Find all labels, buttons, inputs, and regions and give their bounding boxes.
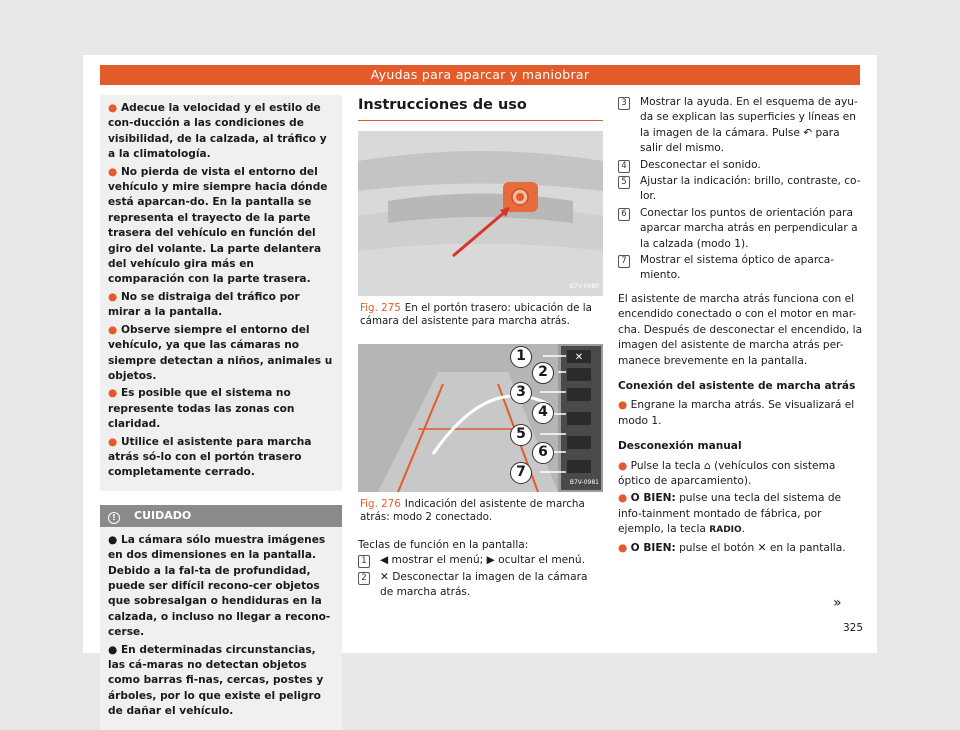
callout-7: 7 [510, 462, 532, 484]
bullet-dot-icon: ● [618, 459, 631, 472]
function-keys-intro: Teclas de función en la pantalla: [358, 539, 529, 551]
caution-box [100, 505, 342, 730]
step-7: 7 Mostrar el sistema óptico de aparca-miento. [618, 253, 863, 284]
step-6: 6 Conectar los puntos de orientación para aparcar marcha atrás en perpendicular a la calzada (modo 1). [618, 206, 863, 252]
bullet-dot-icon: ● [108, 435, 121, 448]
callout-6: 6 [532, 442, 554, 464]
caret-left-icon: ◀ [380, 554, 389, 567]
column-left [100, 95, 342, 730]
bullet-item: ● Es posible que el sistema no represente todas las zonas con claridad. [108, 387, 295, 431]
caution-item: ● En determinadas circunstancias, las cá-maras no detectan objetos como barras fi-nas, cercas, postes y árboles, por lo que existe el peligro de dañar el vehículo. [108, 643, 324, 718]
bullet-item: ● No pierda de vista el entorno del vehículo y mire siempre hacia dónde está aparcan-do. En la pantalla se representa el trayecto de la parte trasera del vehículo en función del giro del volante. La parte delantera del vehículo gira más en comparación con la parte trasera. [108, 165, 328, 286]
bullet-dot-icon: ● [108, 323, 121, 336]
continue-marker: » [833, 595, 842, 611]
description-paragraph: El asistente de marcha atrás funciona con el encendido conectado o con el motor en mar-cha. Después de desconectar el encendido, la imagen del asistente de marcha atrás per-manece brevemente en la pantalla. [618, 292, 863, 367]
warning-icon: ! [108, 512, 120, 524]
bullet-dot-icon: ● [108, 102, 121, 114]
column-right [618, 95, 863, 556]
bullet-item: ● No se distraiga del tráfico por mirar a la pantalla. [108, 290, 300, 319]
close-icon: ✕ [757, 541, 767, 554]
subheading-connection: Conexión del asistente de marcha atrás [618, 379, 856, 392]
bullet-item: ● Observe siempre el entorno del vehículo, ya que las cámaras no siempre detectan a niños, animales u objetos. [108, 323, 333, 382]
callout-2: 2 [532, 362, 554, 384]
page-number: 325 [843, 622, 864, 634]
bullet-dot-icon: ● [108, 165, 121, 178]
figure-276-image [358, 344, 603, 492]
svg-text:✕: ✕ [574, 352, 584, 363]
step-1: 1 ◀ mostrar el menú; ▶ ocultar el menú. [358, 553, 603, 568]
manual-off-item-3: ● O BIEN: pulse el botón ✕ en la pantalla. [618, 541, 846, 554]
caution-body [100, 527, 342, 730]
bullet-item: ● Adecue la velocidad y el estilo de con-ducción a las condiciones de visibilidad, de la calzada, al tráfico y a la climatología. [108, 102, 327, 161]
connection-item: ● Engrane la marcha atrás. Se visualizará el modo 1. [618, 399, 855, 427]
tailgate-camera-illustration [358, 131, 603, 296]
figure-275-image [358, 131, 603, 296]
step-5: 5 Ajustar la indicación: brillo, contraste, co-lor. [618, 174, 863, 205]
step-2: 2 ✕ Desconectar la imagen de la cámara de marcha atrás. [358, 570, 603, 601]
page-header-title: Ayudas para aparcar y maniobrar [100, 65, 860, 85]
step-3: 3 Mostrar la ayuda. En el esquema de ayu-da se explican las superficies y líneas en la imagen de la cámara. Pulse ↶ para salir del mismo. [618, 95, 863, 157]
figure-code: B7V-0981 [569, 478, 599, 486]
callout-4: 4 [532, 402, 554, 424]
caution-header: ! CUIDADO [100, 505, 342, 527]
callout-5: 5 [510, 424, 532, 446]
bullet-dot-icon: ● [618, 399, 631, 412]
step-4: 4 Desconectar el sonido. [618, 158, 863, 173]
close-icon: ✕ [380, 570, 389, 583]
caution-item: ● La cámara sólo muestra imágenes en dos dimensiones en la pantalla. Debido a la fal-ta de profundidad, puede ser difícil recono-cer objetos que sobresalgan o hendiduras en la calzada, o incluso no llegar a recono-cerse. [108, 533, 331, 639]
column-middle [358, 95, 603, 602]
bullet-item: ● Utilice el asistente para marcha atrás só-lo con el portón trasero completamente cerrado. [108, 435, 312, 479]
parking-key-icon: ⌂ [704, 459, 711, 472]
caret-right-icon: ▶ [486, 554, 495, 567]
bullet-dot-icon: ● [108, 290, 121, 303]
radio-key-label: RADIO [709, 525, 742, 536]
section-title: Instrucciones de uso [358, 95, 603, 121]
callout-3: 3 [510, 382, 532, 404]
bullet-dot-icon: ● [108, 387, 121, 400]
bullet-dot-icon: ● [618, 541, 631, 554]
figure-276-caption: Fig. 276 Indicación del asistente de marcha atrás: modo 2 conectado. [360, 498, 585, 523]
subheading-manual-off: Desconexión manual [618, 440, 742, 453]
back-arrow-icon: ↶ [803, 126, 813, 139]
callout-markers [510, 344, 570, 492]
warning-bullets [100, 95, 342, 491]
figure-275-caption: Fig. 275 En el portón trasero: ubicación de la cámara del asistente para marcha atrás. [360, 302, 592, 327]
figure-code: B7V-0980 [569, 282, 599, 290]
manual-off-item-1: ● Pulse la tecla ⌂ (vehículos con sistema óptico de aparcamiento). [618, 459, 836, 487]
bullet-dot-icon: ● [618, 492, 631, 505]
callout-1: 1 [510, 346, 532, 368]
manual-off-item-2: ● O BIEN: pulse una tecla del sistema de info-tainment montado de fábrica, por ejemplo, la tecla RADIO. [618, 492, 842, 536]
